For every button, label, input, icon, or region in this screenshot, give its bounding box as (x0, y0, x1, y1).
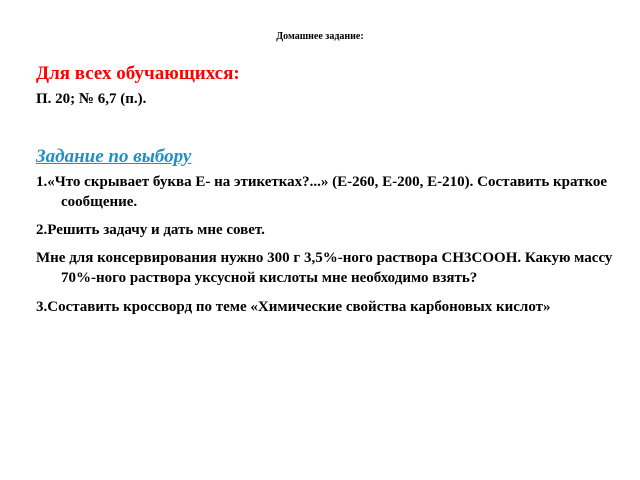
optional-item-2: 2.Решить задачу и дать мне совет. (36, 222, 265, 238)
page-title: Домашнее задание: (276, 31, 364, 42)
optional-item-1: 1.«Что скрывает буква Е- на этикетках?...» (Е-260, Е-200, Е-210). Составить краткое сообщение. (36, 174, 608, 210)
optional-problem: Мне для консервирования нужно 300 г 3,5%-ного раствора СН3СООН. Какую массу 70%-ного раствора уксусной кислоты мне необходимо взять? (36, 250, 613, 286)
optional-heading: Задание по выбору (36, 146, 192, 167)
optional-item-3: 3.Составить кроссворд по теме «Химические свойства карбоновых кислот» (36, 299, 551, 315)
for-all-assignment: П. 20; № 6,7 (п.). (36, 91, 147, 107)
for-all-heading: Для всех обучающихся: (36, 63, 240, 84)
slide-content (36, 62, 626, 318)
